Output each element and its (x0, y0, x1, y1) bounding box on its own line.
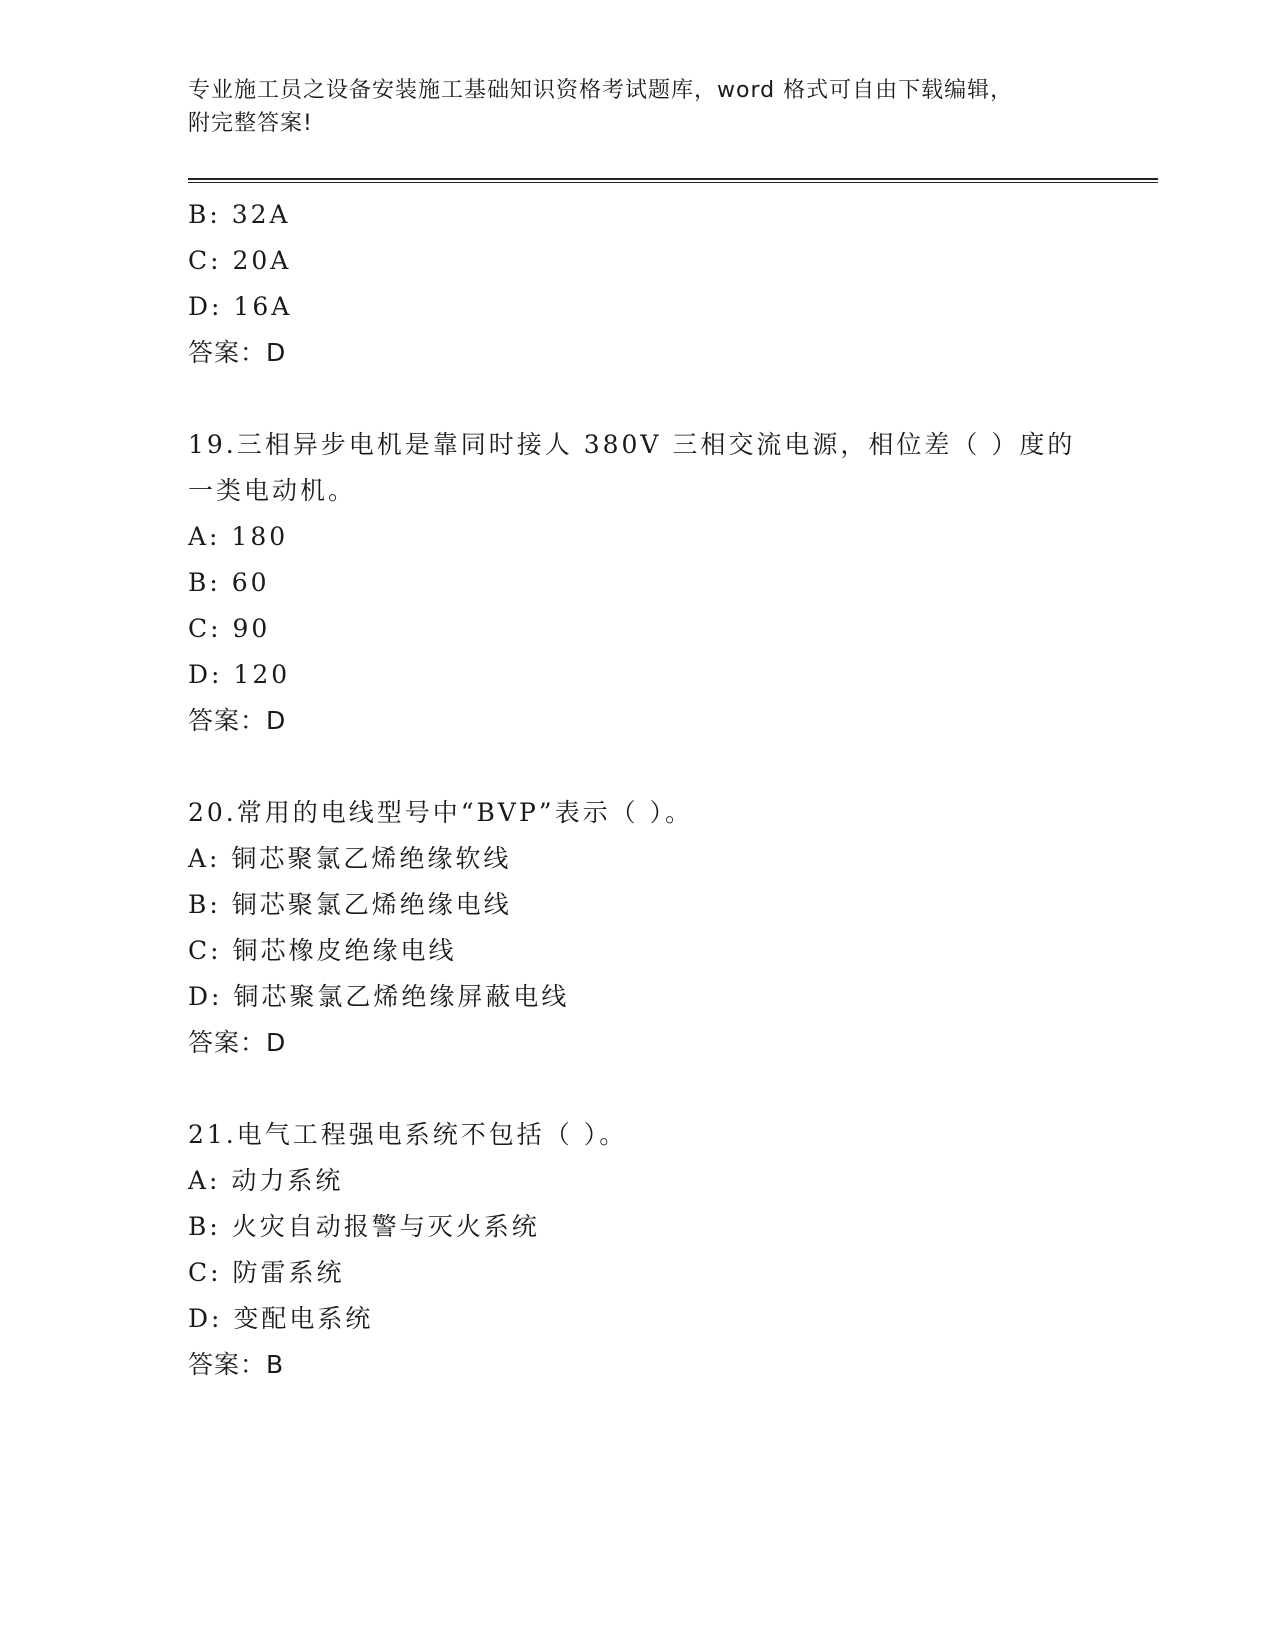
header-line-2: 附完整答案! (188, 111, 313, 136)
question-stem: 19.三相异步电机是靠同时接人 380V 三相交流电源，相位差（ ）度的 (188, 430, 1076, 459)
answer: 答案：B (188, 1350, 285, 1379)
option-c: C: 防雷系统 (188, 1258, 345, 1287)
question-21 (188, 1112, 1148, 1388)
answer: 答案：D (188, 706, 287, 735)
question-19 (188, 422, 1148, 744)
answer: 答案：D (188, 338, 287, 367)
option-a: A: 180 (188, 522, 289, 551)
question-20 (188, 790, 1148, 1066)
header-divider (188, 178, 1158, 183)
option-c: C: 铜芯橡皮绝缘电线 (188, 936, 457, 965)
option-b: B: 火灾自动报警与灭火系统 (188, 1212, 540, 1241)
option-c: C: 20A (188, 246, 292, 275)
question-list (188, 192, 1148, 1388)
option-d: D: 120 (188, 660, 291, 689)
option-b: B: 32A (188, 200, 291, 229)
option-a: A: 动力系统 (188, 1166, 344, 1195)
spacer (188, 744, 1148, 790)
option-d: D: 变配电系统 (188, 1304, 374, 1333)
answer: 答案：D (188, 1028, 287, 1057)
document-header (188, 74, 1088, 140)
question-stem: 20.常用的电线型号中“BVP”表示（ ）。 (188, 798, 694, 827)
option-c: C: 90 (188, 614, 271, 643)
header-line-1: 专业施工员之设备安装施工基础知识资格考试题库，word 格式可自由下载编辑， (188, 78, 1014, 103)
question-stem: 21.电气工程强电系统不包括（ ）。 (188, 1120, 628, 1149)
option-b: B: 60 (188, 568, 270, 597)
option-d: D: 16A (188, 292, 293, 321)
option-b: B: 铜芯聚氯乙烯绝缘电线 (188, 890, 512, 919)
question-stem-continued: 一类电动机。 (188, 476, 357, 505)
spacer (188, 1066, 1148, 1112)
spacer (188, 376, 1148, 422)
question-18-continued (188, 192, 1148, 376)
option-d: D: 铜芯聚氯乙烯绝缘屏蔽电线 (188, 982, 570, 1011)
option-a: A: 铜芯聚氯乙烯绝缘软线 (188, 844, 512, 873)
